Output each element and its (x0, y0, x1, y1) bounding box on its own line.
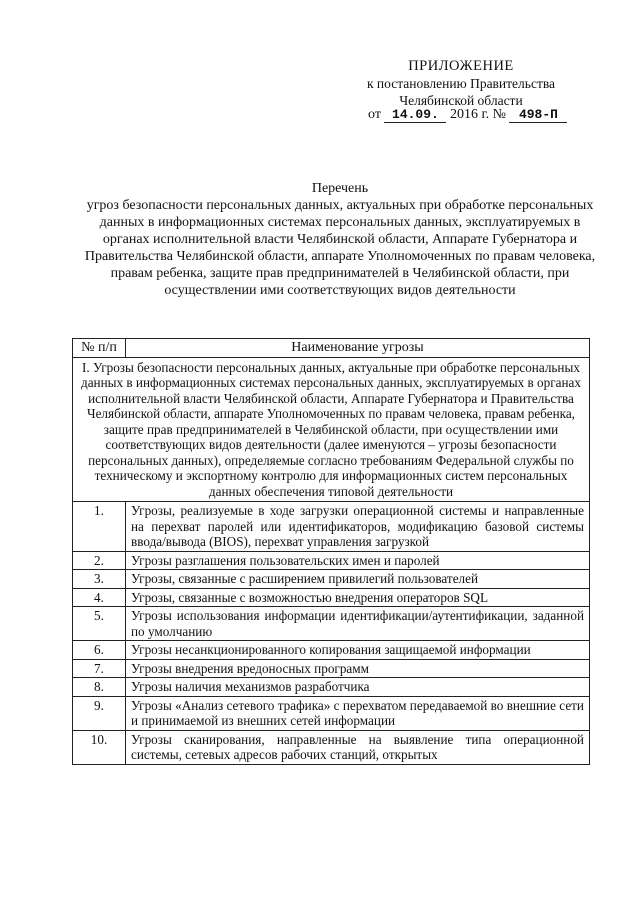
document-heading (80, 180, 600, 299)
row-threat-name: Угрозы внедрения вредоносных программ (126, 659, 590, 678)
annex-title: ПРИЛОЖЕНИЕ (408, 58, 514, 74)
annex-line-1: к постановлению Правительства (366, 76, 556, 91)
row-threat-name: Угрозы использования информации идентификации/аутентификации, заданной по умолчанию (126, 607, 590, 641)
table-row (73, 730, 590, 764)
annex-number: 498-П (509, 107, 567, 123)
table-row (73, 570, 590, 589)
table-row (73, 641, 590, 660)
threats-table (72, 338, 590, 765)
table-row (73, 607, 590, 641)
annex-date-line (368, 107, 588, 123)
row-number: 5. (73, 607, 126, 641)
annex-date: 14.09. (384, 107, 446, 123)
col-name-header: Наименование угрозы (126, 339, 590, 358)
row-number: 7. (73, 659, 126, 678)
row-threat-name: Угрозы, связанные с расширением привилегий пользователей (126, 570, 590, 589)
row-threat-name: Угрозы несанкционированного копирования защищаемой информации (126, 641, 590, 660)
table-row (73, 696, 590, 730)
annex-year: 2016 г. № (449, 107, 506, 122)
table-row (73, 502, 590, 552)
row-number: 10. (73, 730, 126, 764)
row-number: 3. (73, 570, 126, 589)
table-row (73, 588, 590, 607)
row-number: 9. (73, 696, 126, 730)
annex-from: от (368, 107, 381, 122)
row-number: 1. (73, 502, 126, 552)
row-threat-name: Угрозы, реализуемые в ходе загрузки операционной системы и направленные на перехват паролей или идентификаторов, модификацию базовой системы ввода/вывода (BIOS), перехват управления загрузкой (126, 502, 590, 552)
row-number: 6. (73, 641, 126, 660)
heading-title: Перечень (311, 181, 369, 196)
table-row (73, 678, 590, 697)
row-threat-name: Угрозы разглашения пользовательских имен и паролей (126, 551, 590, 570)
table-header-row (73, 339, 590, 358)
row-threat-name: Угрозы наличия механизмов разработчика (126, 678, 590, 697)
row-threat-name: Угрозы «Анализ сетевого трафика» с перехватом передаваемой во внешние сети и принимаемой из внешних сетей информации (126, 696, 590, 730)
col-num-header: № п/п (73, 339, 126, 358)
annex-block (356, 58, 566, 109)
row-threat-name: Угрозы сканирования, направленные на выявление типа операционной системы, сетевых адресов рабочих станций, открытых (126, 730, 590, 764)
row-number: 2. (73, 551, 126, 570)
row-threat-name: Угрозы, связанные с возможностью внедрения операторов SQL (126, 588, 590, 607)
heading-text: угроз безопасности персональных данных, актуальных при обработке персональных данных в информационных системах персональных данных, эксплуатируемых в органах исполнительной власти Челябинской области, Аппарате Губернатора и Правительства Челябинской области, аппарате Уполномоченных по правам человека, правам ребенка, защите прав предпринимателей в Челябинской области, при осуществлении ими соответствующих видов деятельности (84, 198, 596, 298)
annex-line-2: Челябинской области (399, 93, 523, 108)
section-row (73, 357, 590, 502)
section-title: I. Угрозы безопасности персональных данных, актуальные при обработке персональных данных в информационных системах персональных данных, эксплуатируемых в органах исполнительной власти Челябинской области, Аппарате Губернатора и Правительства Челябинской области, аппарате Уполномоченных по правам человека, правам ребенка, защите прав предпринимателей в Челябинской области, при осуществлении ими соответствующих видов деятельности (далее именуются – угрозы безопасности персональных данных), определяемые согласно требованиям Федеральной службы по техническому и экспортному контролю для информационных систем персональных данных обеспечения типовой деятельности (73, 357, 590, 502)
row-number: 8. (73, 678, 126, 697)
row-number: 4. (73, 588, 126, 607)
table-row (73, 551, 590, 570)
table-row (73, 659, 590, 678)
